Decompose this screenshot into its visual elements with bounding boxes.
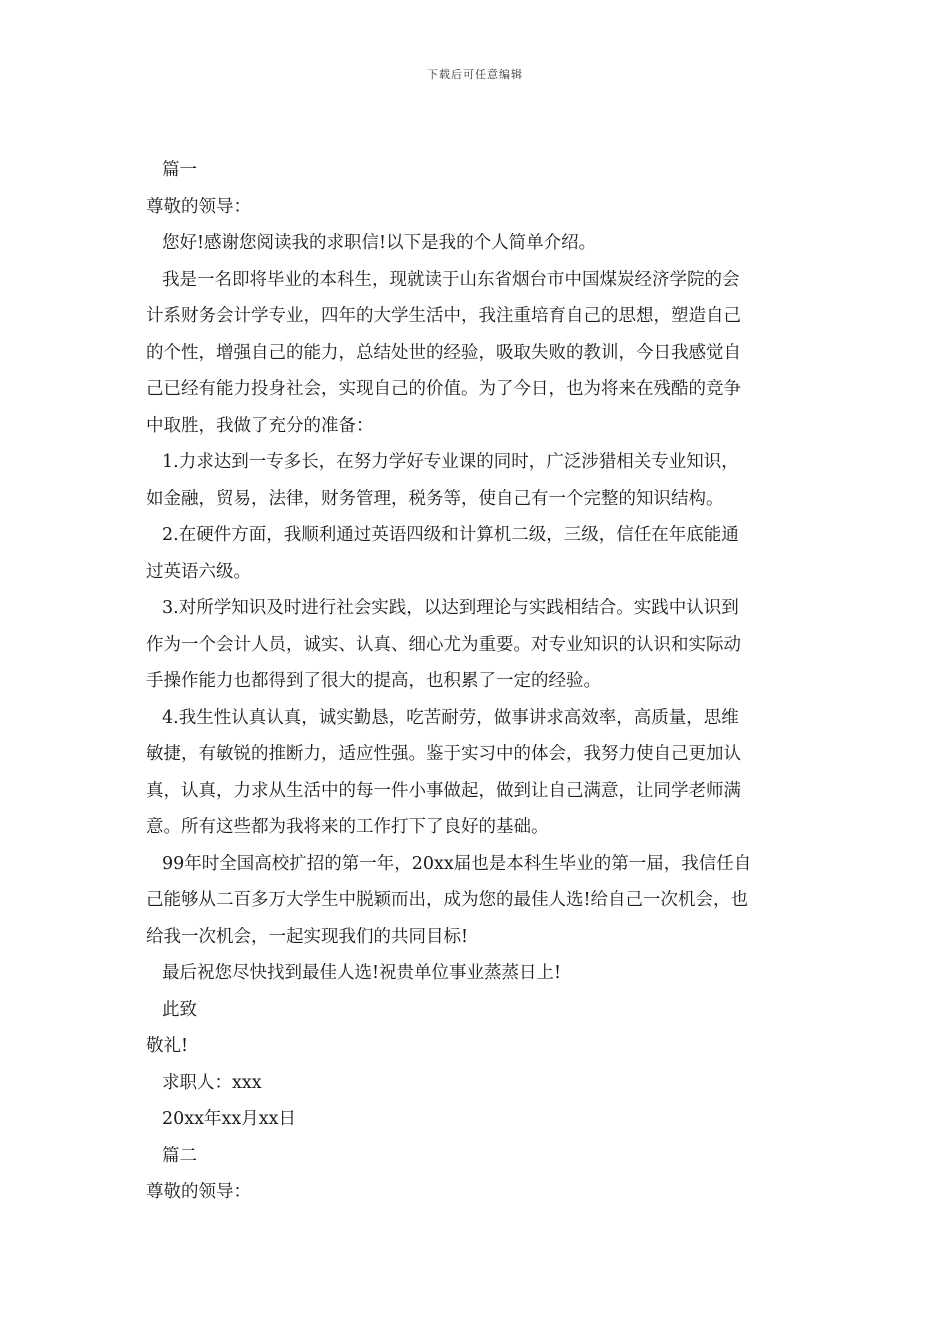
text-line-item2-b: 过英语六级。 — [146, 561, 251, 582]
text-line-item4-d: 意。所有这些都为我将来的工作打下了良好的基础。 — [146, 817, 549, 837]
text-line-item3-a: 3.对所学知识及时进行社会实践，以达到理论与实践相结合。实践中认识到 — [162, 598, 739, 618]
text-line-intro-p4: 己已经有能力投身社会，实现自己的价值。为了今日，也为将来在残酷的竞争 — [146, 379, 741, 399]
text-line-item2-a: 2.在硬件方面，我顺利通过英语四级和计算机二级，三级，信任在年底能通 — [162, 525, 739, 545]
text-line-item1-b: 如金融，贸易，法律，财务管理，税务等，使自己有一个完整的知识结构。 — [146, 488, 724, 509]
text-line-intro-p5: 中取胜，我做了充分的准备： — [146, 415, 374, 436]
text-line-intro-p2: 计系财务会计学专业，四年的大学生活中，我注重培育自己的思想，塑造自己 — [146, 306, 741, 326]
text-line-cizhi: 此致 — [162, 999, 197, 1020]
text-line-item1-a: 1.力求达到一专多长，在努力学好专业课的同时，广泛涉猎相关专业知识， — [162, 452, 739, 472]
text-line-salutation-1: 尊敬的领导： — [146, 196, 251, 217]
text-line-closing-p3: 给我一次机会，一起实现我们的共同目标! — [146, 926, 469, 947]
text-line-heading-1: 篇一 — [162, 160, 197, 180]
text-line-heading-2: 篇二 — [162, 1145, 197, 1166]
text-line-intro-p1: 我是一名即将毕业的本科生，现就读于山东省烟台市中国煤炭经济学院的会 — [162, 269, 740, 290]
text-line-intro-p3: 的个性，增强自己的能力，总结处世的经验，吸取失败的教训，今日我感觉自 — [146, 342, 741, 363]
text-line-closing-p1: 99年时全国高校扩招的第一年，20xx届也是本科生毕业的第一届，我信任自 — [162, 853, 752, 874]
text-line-greeting: 您好!感谢您阅读我的求职信!以下是我的个人简单介绍。 — [162, 233, 597, 253]
text-line-wish: 最后祝您尽快找到最佳人选!祝贵单位事业蒸蒸日上! — [162, 963, 562, 983]
text-line-signer: 求职人：xxx — [162, 1072, 262, 1093]
text-line-closing-p2: 己能够从二百多万大学生中脱颖而出，成为您的最佳人选!给自己一次机会，也 — [146, 890, 749, 910]
text-line-item4-c: 真，认真，力求从生活中的每一件小事做起，做到让自己满意，让同学老师满 — [146, 780, 741, 801]
header-note: 下载后可任意编辑 — [427, 68, 523, 81]
text-line-jingli: 敬礼! — [146, 1036, 189, 1056]
text-line-item3-c: 手操作能力也都得到了很大的提高，也积累了一定的经验。 — [146, 671, 601, 691]
text-line-date: 20xx年xx月xx日 — [162, 1109, 296, 1129]
text-line-item4-a: 4.我生性认真认真，诚实勤恳，吃苦耐劳，做事讲求高效率，高质量，思维 — [162, 707, 739, 728]
text-line-salutation-2: 尊敬的领导： — [146, 1182, 251, 1202]
text-line-item3-b: 作为一个会计人员，诚实、认真、细心尤为重要。对专业知识的认识和实际动 — [146, 634, 741, 655]
document-body — [146, 152, 808, 1211]
text-line-item4-b: 敏捷，有敏锐的推断力，适应性强。鉴于实习中的体会，我努力使自己更加认 — [146, 744, 741, 764]
